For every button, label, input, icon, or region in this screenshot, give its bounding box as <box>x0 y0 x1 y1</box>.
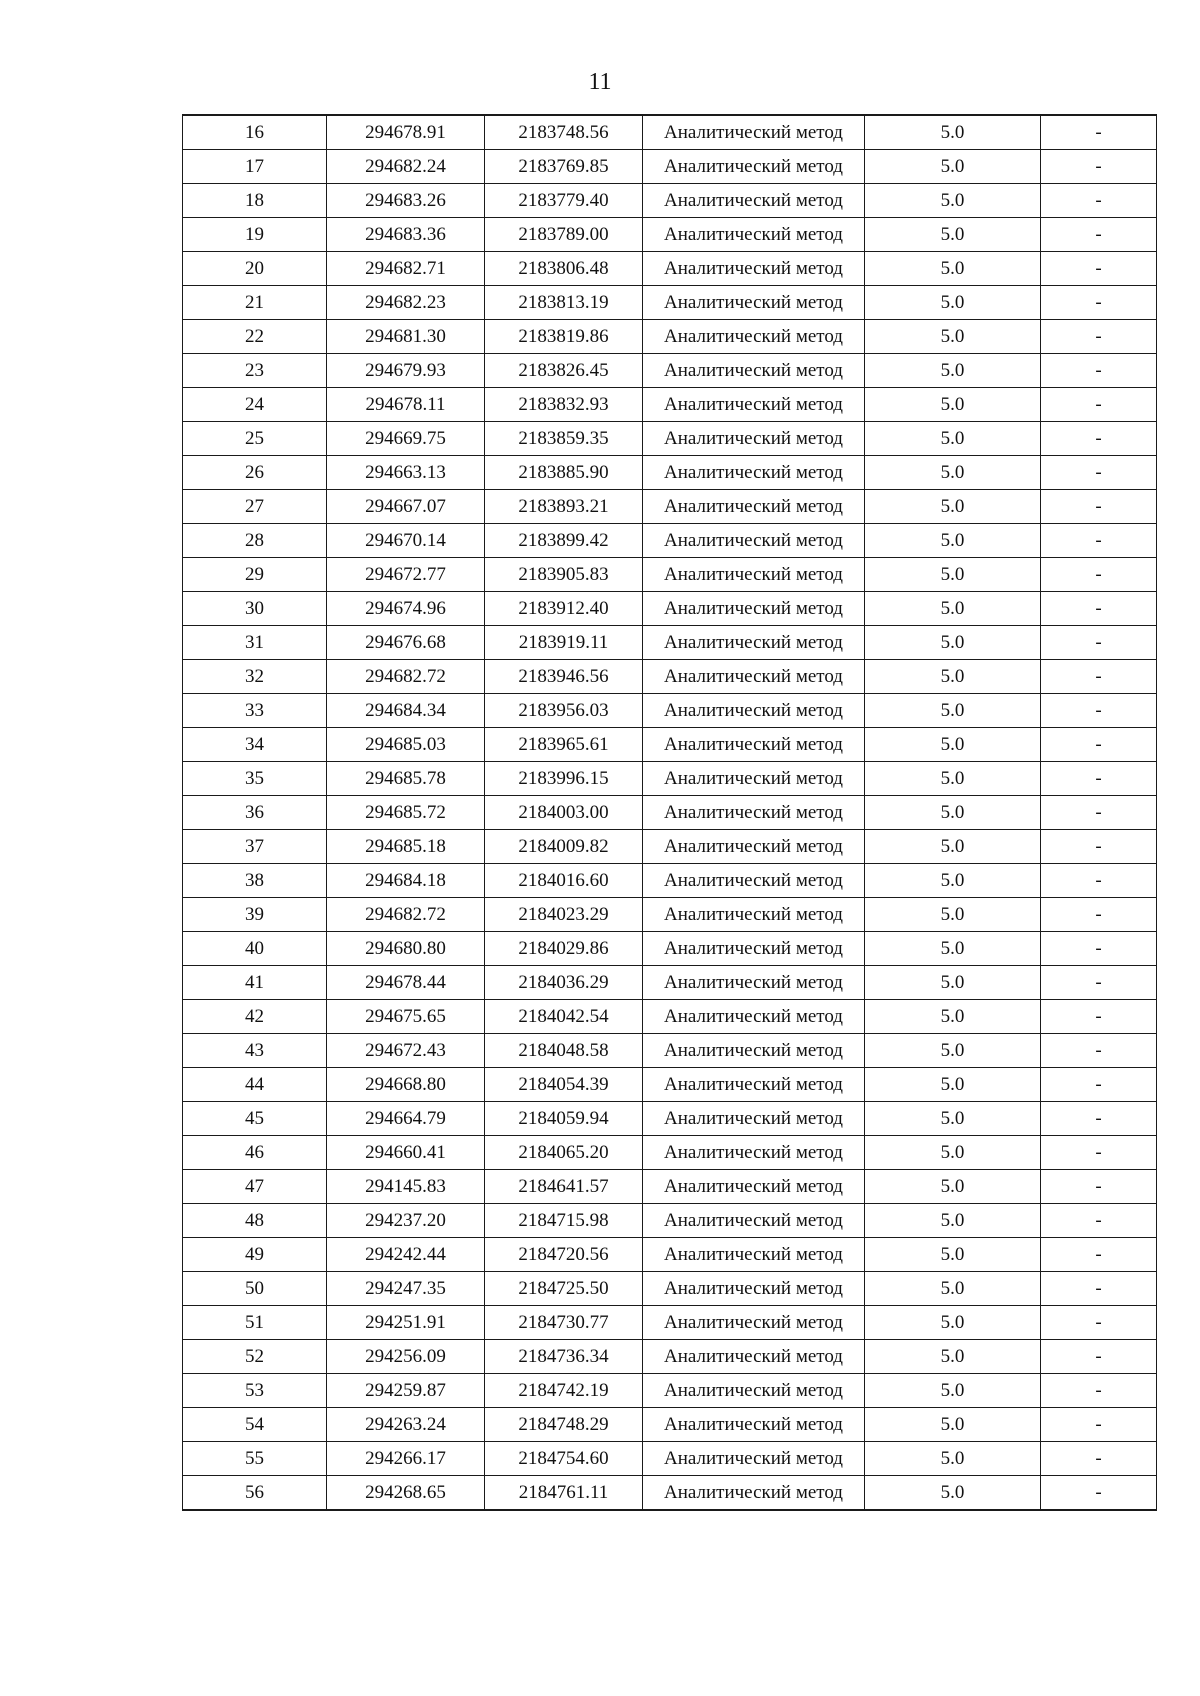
y-coordinate-cell: 2183905.83 <box>485 558 643 592</box>
note-cell: - <box>1041 1476 1157 1511</box>
note-cell: - <box>1041 388 1157 422</box>
point-number-cell: 37 <box>183 830 327 864</box>
point-number-cell: 33 <box>183 694 327 728</box>
table-row <box>183 1000 1157 1034</box>
note-cell: - <box>1041 184 1157 218</box>
table-row <box>183 490 1157 524</box>
page-number: 11 <box>588 69 612 95</box>
accuracy-cell: 5.0 <box>865 1000 1041 1034</box>
x-coordinate-cell: 294685.18 <box>327 830 485 864</box>
table-row <box>183 1476 1157 1511</box>
method-cell: Аналитический метод <box>643 558 865 592</box>
note-cell: - <box>1041 762 1157 796</box>
table-row <box>183 1272 1157 1306</box>
y-coordinate-cell: 2183819.86 <box>485 320 643 354</box>
accuracy-cell: 5.0 <box>865 286 1041 320</box>
table-row <box>183 1442 1157 1476</box>
accuracy-cell: 5.0 <box>865 1034 1041 1068</box>
x-coordinate-cell: 294681.30 <box>327 320 485 354</box>
y-coordinate-cell: 2184054.39 <box>485 1068 643 1102</box>
point-number-cell: 24 <box>183 388 327 422</box>
point-number-cell: 26 <box>183 456 327 490</box>
note-cell: - <box>1041 558 1157 592</box>
accuracy-cell: 5.0 <box>865 1306 1041 1340</box>
method-cell: Аналитический метод <box>643 1340 865 1374</box>
method-cell: Аналитический метод <box>643 252 865 286</box>
method-cell: Аналитический метод <box>643 864 865 898</box>
method-cell: Аналитический метод <box>643 898 865 932</box>
note-cell: - <box>1041 1306 1157 1340</box>
note-cell: - <box>1041 932 1157 966</box>
method-cell: Аналитический метод <box>643 1136 865 1170</box>
y-coordinate-cell: 2184720.56 <box>485 1238 643 1272</box>
method-cell: Аналитический метод <box>643 796 865 830</box>
point-number-cell: 27 <box>183 490 327 524</box>
y-coordinate-cell: 2184748.29 <box>485 1408 643 1442</box>
note-cell: - <box>1041 1136 1157 1170</box>
y-coordinate-cell: 2184730.77 <box>485 1306 643 1340</box>
x-coordinate-cell: 294145.83 <box>327 1170 485 1204</box>
y-coordinate-cell: 2184036.29 <box>485 966 643 1000</box>
accuracy-cell: 5.0 <box>865 558 1041 592</box>
y-coordinate-cell: 2183965.61 <box>485 728 643 762</box>
point-number-cell: 20 <box>183 252 327 286</box>
accuracy-cell: 5.0 <box>865 320 1041 354</box>
method-cell: Аналитический метод <box>643 1102 865 1136</box>
table-row <box>183 558 1157 592</box>
point-number-cell: 19 <box>183 218 327 252</box>
table-row <box>183 1204 1157 1238</box>
table-row <box>183 456 1157 490</box>
table-row <box>183 1170 1157 1204</box>
y-coordinate-cell: 2183996.15 <box>485 762 643 796</box>
table-row <box>183 1068 1157 1102</box>
x-coordinate-cell: 294684.18 <box>327 864 485 898</box>
method-cell: Аналитический метод <box>643 1374 865 1408</box>
note-cell: - <box>1041 150 1157 184</box>
x-coordinate-cell: 294660.41 <box>327 1136 485 1170</box>
y-coordinate-cell: 2184029.86 <box>485 932 643 966</box>
accuracy-cell: 5.0 <box>865 1476 1041 1511</box>
accuracy-cell: 5.0 <box>865 660 1041 694</box>
y-coordinate-cell: 2184736.34 <box>485 1340 643 1374</box>
point-number-cell: 49 <box>183 1238 327 1272</box>
method-cell: Аналитический метод <box>643 932 865 966</box>
y-coordinate-cell: 2183859.35 <box>485 422 643 456</box>
y-coordinate-cell: 2183919.11 <box>485 626 643 660</box>
method-cell: Аналитический метод <box>643 660 865 694</box>
table-row <box>183 1340 1157 1374</box>
table-row <box>183 320 1157 354</box>
note-cell: - <box>1041 320 1157 354</box>
note-cell: - <box>1041 490 1157 524</box>
y-coordinate-cell: 2184016.60 <box>485 864 643 898</box>
y-coordinate-cell: 2184725.50 <box>485 1272 643 1306</box>
accuracy-cell: 5.0 <box>865 592 1041 626</box>
x-coordinate-cell: 294679.93 <box>327 354 485 388</box>
x-coordinate-cell: 294242.44 <box>327 1238 485 1272</box>
y-coordinate-cell: 2183899.42 <box>485 524 643 558</box>
point-number-cell: 34 <box>183 728 327 762</box>
note-cell: - <box>1041 864 1157 898</box>
accuracy-cell: 5.0 <box>865 252 1041 286</box>
note-cell: - <box>1041 1408 1157 1442</box>
note-cell: - <box>1041 592 1157 626</box>
table-row <box>183 388 1157 422</box>
note-cell: - <box>1041 218 1157 252</box>
coordinates-table-body <box>183 115 1157 1510</box>
x-coordinate-cell: 294682.72 <box>327 660 485 694</box>
x-coordinate-cell: 294684.34 <box>327 694 485 728</box>
method-cell: Аналитический метод <box>643 1442 865 1476</box>
point-number-cell: 52 <box>183 1340 327 1374</box>
y-coordinate-cell: 2184754.60 <box>485 1442 643 1476</box>
y-coordinate-cell: 2183806.48 <box>485 252 643 286</box>
point-number-cell: 45 <box>183 1102 327 1136</box>
x-coordinate-cell: 294682.23 <box>327 286 485 320</box>
point-number-cell: 54 <box>183 1408 327 1442</box>
y-coordinate-cell: 2183832.93 <box>485 388 643 422</box>
note-cell: - <box>1041 286 1157 320</box>
accuracy-cell: 5.0 <box>865 1136 1041 1170</box>
y-coordinate-cell: 2183826.45 <box>485 354 643 388</box>
x-coordinate-cell: 294672.43 <box>327 1034 485 1068</box>
x-coordinate-cell: 294669.75 <box>327 422 485 456</box>
x-coordinate-cell: 294237.20 <box>327 1204 485 1238</box>
x-coordinate-cell: 294247.35 <box>327 1272 485 1306</box>
accuracy-cell: 5.0 <box>865 626 1041 660</box>
point-number-cell: 31 <box>183 626 327 660</box>
table-row <box>183 252 1157 286</box>
note-cell: - <box>1041 422 1157 456</box>
note-cell: - <box>1041 796 1157 830</box>
x-coordinate-cell: 294670.14 <box>327 524 485 558</box>
accuracy-cell: 5.0 <box>865 1204 1041 1238</box>
point-number-cell: 46 <box>183 1136 327 1170</box>
x-coordinate-cell: 294682.24 <box>327 150 485 184</box>
note-cell: - <box>1041 1272 1157 1306</box>
accuracy-cell: 5.0 <box>865 1272 1041 1306</box>
accuracy-cell: 5.0 <box>865 932 1041 966</box>
table-row <box>183 864 1157 898</box>
note-cell: - <box>1041 626 1157 660</box>
note-cell: - <box>1041 524 1157 558</box>
method-cell: Аналитический метод <box>643 1000 865 1034</box>
note-cell: - <box>1041 1238 1157 1272</box>
y-coordinate-cell: 2183893.21 <box>485 490 643 524</box>
y-coordinate-cell: 2183789.00 <box>485 218 643 252</box>
method-cell: Аналитический метод <box>643 966 865 1000</box>
point-number-cell: 18 <box>183 184 327 218</box>
note-cell: - <box>1041 966 1157 1000</box>
table-row <box>183 184 1157 218</box>
y-coordinate-cell: 2183748.56 <box>485 115 643 150</box>
accuracy-cell: 5.0 <box>865 796 1041 830</box>
method-cell: Аналитический метод <box>643 456 865 490</box>
method-cell: Аналитический метод <box>643 490 865 524</box>
accuracy-cell: 5.0 <box>865 456 1041 490</box>
accuracy-cell: 5.0 <box>865 1442 1041 1476</box>
x-coordinate-cell: 294672.77 <box>327 558 485 592</box>
y-coordinate-cell: 2184003.00 <box>485 796 643 830</box>
accuracy-cell: 5.0 <box>865 184 1041 218</box>
accuracy-cell: 5.0 <box>865 966 1041 1000</box>
method-cell: Аналитический метод <box>643 694 865 728</box>
table-row <box>183 1408 1157 1442</box>
point-number-cell: 47 <box>183 1170 327 1204</box>
y-coordinate-cell: 2184059.94 <box>485 1102 643 1136</box>
point-number-cell: 29 <box>183 558 327 592</box>
accuracy-cell: 5.0 <box>865 218 1041 252</box>
coordinates-table <box>182 114 1157 1511</box>
accuracy-cell: 5.0 <box>865 694 1041 728</box>
table-row <box>183 592 1157 626</box>
table-row <box>183 932 1157 966</box>
y-coordinate-cell: 2184715.98 <box>485 1204 643 1238</box>
accuracy-cell: 5.0 <box>865 524 1041 558</box>
table-row <box>183 1136 1157 1170</box>
point-number-cell: 23 <box>183 354 327 388</box>
x-coordinate-cell: 294680.80 <box>327 932 485 966</box>
table-row <box>183 354 1157 388</box>
y-coordinate-cell: 2183956.03 <box>485 694 643 728</box>
method-cell: Аналитический метод <box>643 115 865 150</box>
method-cell: Аналитический метод <box>643 286 865 320</box>
table-row <box>183 694 1157 728</box>
table-row <box>183 898 1157 932</box>
x-coordinate-cell: 294674.96 <box>327 592 485 626</box>
accuracy-cell: 5.0 <box>865 150 1041 184</box>
y-coordinate-cell: 2183769.85 <box>485 150 643 184</box>
note-cell: - <box>1041 1068 1157 1102</box>
accuracy-cell: 5.0 <box>865 864 1041 898</box>
method-cell: Аналитический метод <box>643 830 865 864</box>
accuracy-cell: 5.0 <box>865 762 1041 796</box>
accuracy-cell: 5.0 <box>865 830 1041 864</box>
table-row <box>183 1374 1157 1408</box>
y-coordinate-cell: 2183946.56 <box>485 660 643 694</box>
point-number-cell: 32 <box>183 660 327 694</box>
y-coordinate-cell: 2183779.40 <box>485 184 643 218</box>
y-coordinate-cell: 2184742.19 <box>485 1374 643 1408</box>
method-cell: Аналитический метод <box>643 150 865 184</box>
y-coordinate-cell: 2184023.29 <box>485 898 643 932</box>
accuracy-cell: 5.0 <box>865 1068 1041 1102</box>
y-coordinate-cell: 2184048.58 <box>485 1034 643 1068</box>
table-row <box>183 626 1157 660</box>
point-number-cell: 16 <box>183 115 327 150</box>
note-cell: - <box>1041 1170 1157 1204</box>
note-cell: - <box>1041 456 1157 490</box>
x-coordinate-cell: 294251.91 <box>327 1306 485 1340</box>
accuracy-cell: 5.0 <box>865 1170 1041 1204</box>
table-row <box>183 796 1157 830</box>
x-coordinate-cell: 294683.36 <box>327 218 485 252</box>
point-number-cell: 25 <box>183 422 327 456</box>
y-coordinate-cell: 2184042.54 <box>485 1000 643 1034</box>
accuracy-cell: 5.0 <box>865 354 1041 388</box>
table-row <box>183 422 1157 456</box>
table-row <box>183 1102 1157 1136</box>
x-coordinate-cell: 294678.11 <box>327 388 485 422</box>
point-number-cell: 55 <box>183 1442 327 1476</box>
method-cell: Аналитический метод <box>643 524 865 558</box>
x-coordinate-cell: 294266.17 <box>327 1442 485 1476</box>
note-cell: - <box>1041 1442 1157 1476</box>
x-coordinate-cell: 294685.72 <box>327 796 485 830</box>
y-coordinate-cell: 2184641.57 <box>485 1170 643 1204</box>
point-number-cell: 42 <box>183 1000 327 1034</box>
method-cell: Аналитический метод <box>643 1204 865 1238</box>
x-coordinate-cell: 294683.26 <box>327 184 485 218</box>
method-cell: Аналитический метод <box>643 1306 865 1340</box>
method-cell: Аналитический метод <box>643 728 865 762</box>
point-number-cell: 17 <box>183 150 327 184</box>
y-coordinate-cell: 2183813.19 <box>485 286 643 320</box>
accuracy-cell: 5.0 <box>865 728 1041 762</box>
accuracy-cell: 5.0 <box>865 1340 1041 1374</box>
y-coordinate-cell: 2183885.90 <box>485 456 643 490</box>
x-coordinate-cell: 294682.71 <box>327 252 485 286</box>
x-coordinate-cell: 294675.65 <box>327 1000 485 1034</box>
x-coordinate-cell: 294668.80 <box>327 1068 485 1102</box>
x-coordinate-cell: 294268.65 <box>327 1476 485 1511</box>
x-coordinate-cell: 294678.91 <box>327 115 485 150</box>
point-number-cell: 40 <box>183 932 327 966</box>
method-cell: Аналитический метод <box>643 1238 865 1272</box>
point-number-cell: 28 <box>183 524 327 558</box>
point-number-cell: 56 <box>183 1476 327 1511</box>
note-cell: - <box>1041 830 1157 864</box>
method-cell: Аналитический метод <box>643 626 865 660</box>
x-coordinate-cell: 294676.68 <box>327 626 485 660</box>
x-coordinate-cell: 294259.87 <box>327 1374 485 1408</box>
point-number-cell: 36 <box>183 796 327 830</box>
accuracy-cell: 5.0 <box>865 1102 1041 1136</box>
point-number-cell: 22 <box>183 320 327 354</box>
accuracy-cell: 5.0 <box>865 490 1041 524</box>
note-cell: - <box>1041 660 1157 694</box>
table-row <box>183 286 1157 320</box>
method-cell: Аналитический метод <box>643 1476 865 1511</box>
method-cell: Аналитический метод <box>643 1272 865 1306</box>
accuracy-cell: 5.0 <box>865 1238 1041 1272</box>
x-coordinate-cell: 294667.07 <box>327 490 485 524</box>
note-cell: - <box>1041 115 1157 150</box>
point-number-cell: 50 <box>183 1272 327 1306</box>
point-number-cell: 44 <box>183 1068 327 1102</box>
method-cell: Аналитический метод <box>643 1068 865 1102</box>
point-number-cell: 39 <box>183 898 327 932</box>
accuracy-cell: 5.0 <box>865 422 1041 456</box>
x-coordinate-cell: 294263.24 <box>327 1408 485 1442</box>
x-coordinate-cell: 294678.44 <box>327 966 485 1000</box>
x-coordinate-cell: 294663.13 <box>327 456 485 490</box>
point-number-cell: 30 <box>183 592 327 626</box>
note-cell: - <box>1041 694 1157 728</box>
accuracy-cell: 5.0 <box>865 115 1041 150</box>
table-row <box>183 524 1157 558</box>
table-row <box>183 150 1157 184</box>
method-cell: Аналитический метод <box>643 1170 865 1204</box>
note-cell: - <box>1041 728 1157 762</box>
note-cell: - <box>1041 1374 1157 1408</box>
method-cell: Аналитический метод <box>643 1408 865 1442</box>
note-cell: - <box>1041 1102 1157 1136</box>
method-cell: Аналитический метод <box>643 1034 865 1068</box>
y-coordinate-cell: 2184065.20 <box>485 1136 643 1170</box>
note-cell: - <box>1041 354 1157 388</box>
note-cell: - <box>1041 1034 1157 1068</box>
method-cell: Аналитический метод <box>643 422 865 456</box>
x-coordinate-cell: 294256.09 <box>327 1340 485 1374</box>
y-coordinate-cell: 2183912.40 <box>485 592 643 626</box>
method-cell: Аналитический метод <box>643 320 865 354</box>
x-coordinate-cell: 294685.03 <box>327 728 485 762</box>
point-number-cell: 38 <box>183 864 327 898</box>
method-cell: Аналитический метод <box>643 354 865 388</box>
table-row <box>183 830 1157 864</box>
x-coordinate-cell: 294664.79 <box>327 1102 485 1136</box>
point-number-cell: 51 <box>183 1306 327 1340</box>
accuracy-cell: 5.0 <box>865 388 1041 422</box>
table-row <box>183 660 1157 694</box>
table-row <box>183 115 1157 150</box>
table-row <box>183 1034 1157 1068</box>
y-coordinate-cell: 2184009.82 <box>485 830 643 864</box>
point-number-cell: 35 <box>183 762 327 796</box>
note-cell: - <box>1041 1204 1157 1238</box>
note-cell: - <box>1041 1000 1157 1034</box>
point-number-cell: 43 <box>183 1034 327 1068</box>
point-number-cell: 21 <box>183 286 327 320</box>
table-row <box>183 762 1157 796</box>
y-coordinate-cell: 2184761.11 <box>485 1476 643 1511</box>
table-row <box>183 728 1157 762</box>
note-cell: - <box>1041 252 1157 286</box>
note-cell: - <box>1041 898 1157 932</box>
x-coordinate-cell: 294682.72 <box>327 898 485 932</box>
point-number-cell: 48 <box>183 1204 327 1238</box>
accuracy-cell: 5.0 <box>865 898 1041 932</box>
method-cell: Аналитический метод <box>643 592 865 626</box>
table-row <box>183 966 1157 1000</box>
point-number-cell: 53 <box>183 1374 327 1408</box>
table-row <box>183 1306 1157 1340</box>
note-cell: - <box>1041 1340 1157 1374</box>
accuracy-cell: 5.0 <box>865 1408 1041 1442</box>
table-row <box>183 1238 1157 1272</box>
method-cell: Аналитический метод <box>643 184 865 218</box>
method-cell: Аналитический метод <box>643 388 865 422</box>
method-cell: Аналитический метод <box>643 218 865 252</box>
table-row <box>183 218 1157 252</box>
x-coordinate-cell: 294685.78 <box>327 762 485 796</box>
method-cell: Аналитический метод <box>643 762 865 796</box>
accuracy-cell: 5.0 <box>865 1374 1041 1408</box>
point-number-cell: 41 <box>183 966 327 1000</box>
